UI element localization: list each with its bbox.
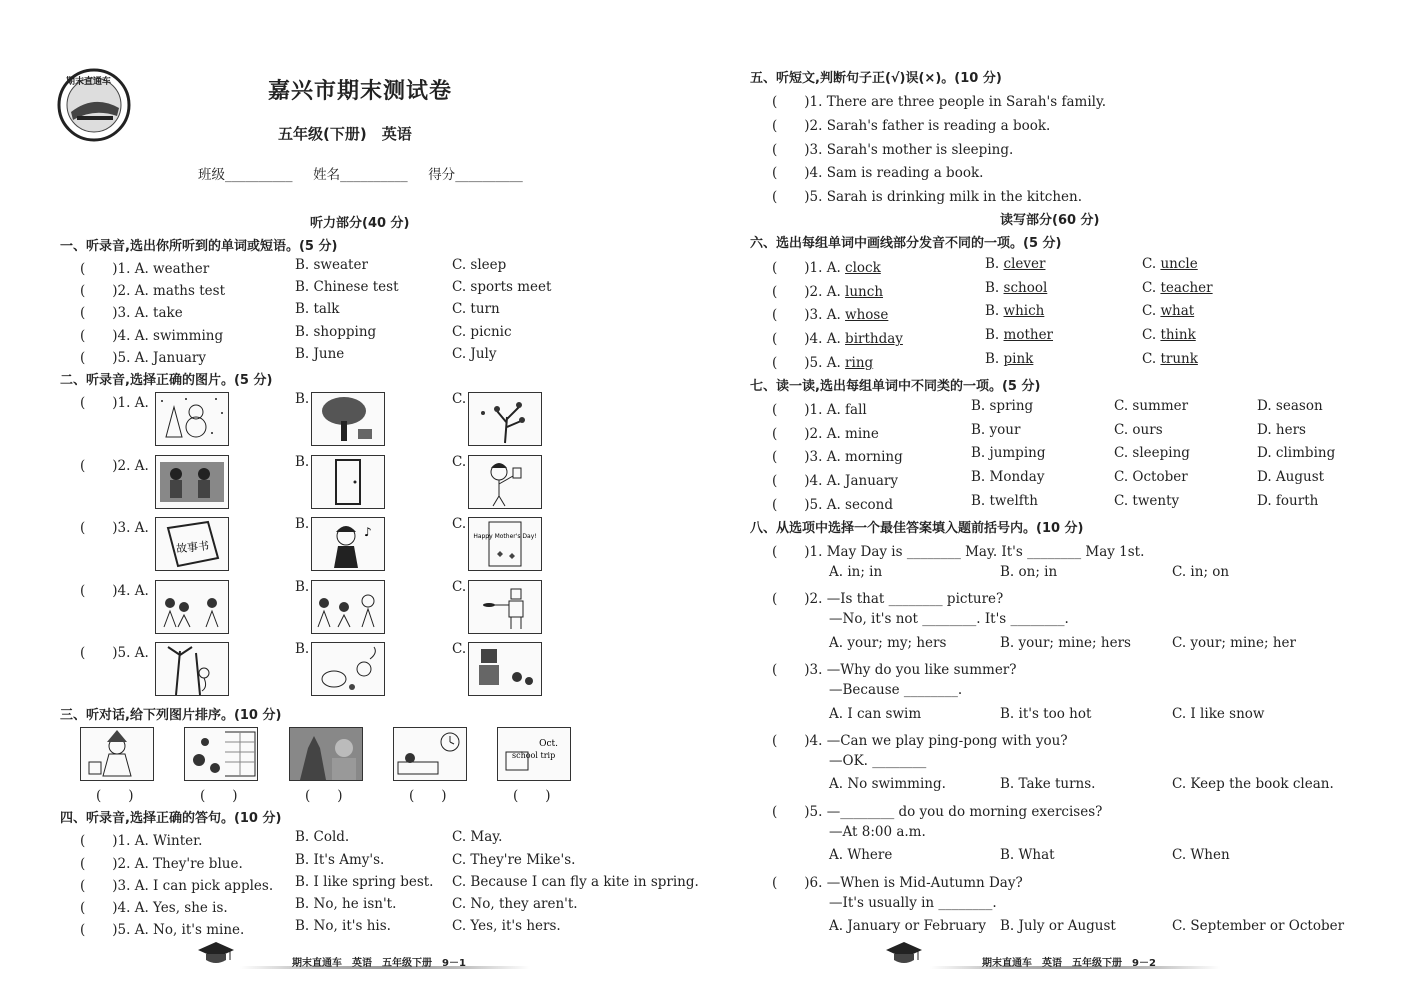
- page-subtitle: 五年级(下册) 英语: [278, 125, 412, 143]
- page-title: 嘉兴市期末测试卷: [268, 79, 453, 104]
- option-c: C. uncle: [1142, 256, 1198, 272]
- word-a: birthday: [845, 331, 903, 347]
- option-d: D. hers: [1257, 422, 1306, 438]
- option-b: B. clever: [985, 256, 1046, 272]
- option-b: B. I like spring best.: [295, 874, 434, 890]
- word-b: which: [1003, 303, 1045, 319]
- question-row: ( )2. A. lunch: [772, 284, 884, 300]
- option-c: C. what: [1142, 303, 1195, 319]
- info-line: [198, 163, 523, 183]
- name-blank: __________: [340, 167, 408, 183]
- class-label: 班级: [198, 167, 225, 183]
- option-b: B. shopping: [295, 324, 377, 340]
- name-label: 姓名: [313, 167, 341, 183]
- option-b: B. pink: [985, 351, 1034, 367]
- option-c: C. summer: [1114, 398, 1189, 414]
- question-4-line-2: —OK. ________: [829, 753, 927, 769]
- question-row: ( )4. A. birthday: [772, 331, 903, 347]
- question-row: ( )1. A. fall: [772, 402, 867, 418]
- question-row: ( )1. A.: [80, 395, 149, 411]
- section-4-heading: 四、听录音,选择正确的答句。(10 分): [60, 811, 282, 826]
- mothers-day-card-picture[interactable]: [468, 517, 542, 571]
- option-c: C. October: [1114, 469, 1188, 485]
- option-c: C. trunk: [1142, 351, 1198, 367]
- score-blank: __________: [455, 167, 523, 183]
- option-c: C.: [452, 391, 467, 407]
- section-8-heading: 八、从选项中选择一个最佳答案填入题前括号内。(10 分): [750, 521, 1084, 536]
- question-row: ( )4. A. swimming: [80, 328, 224, 344]
- statement-row: ( )5. Sarah is drinking milk in the kitchen.: [772, 189, 1083, 205]
- question-row: ( )4. A. Yes, she is.: [80, 900, 228, 916]
- option-b: B. mother: [985, 327, 1054, 343]
- option-b: B. jumping: [971, 445, 1046, 461]
- option-b: B. your; mine; hers: [1000, 635, 1131, 651]
- option-b: B. July or August: [1000, 918, 1116, 934]
- option-b: B. It's Amy's.: [295, 852, 385, 868]
- option-b: B. on; in: [1000, 564, 1058, 580]
- graduation-cap-icon: [196, 940, 236, 966]
- svg-text:♪: ♪: [364, 525, 372, 539]
- option-b: B. school: [985, 280, 1048, 296]
- word-a: ring: [845, 355, 874, 371]
- question-6: ( )6. —When is Mid-Autumn Day?: [772, 875, 1023, 891]
- option-c: C. September or October: [1172, 918, 1345, 934]
- option-d: D. August: [1257, 469, 1325, 485]
- question-5-line-2: —At 8:00 a.m.: [829, 824, 926, 840]
- option-b: B. Take turns.: [1000, 776, 1096, 792]
- girl-with-card-picture[interactable]: [468, 455, 542, 509]
- option-b: B. which: [985, 303, 1045, 319]
- score-label: 得分: [428, 167, 456, 183]
- option-b: B. sweater: [295, 257, 368, 273]
- word-a: clock: [845, 260, 881, 276]
- kids-and-robot-picture[interactable]: [311, 580, 385, 634]
- word-c: teacher: [1160, 280, 1213, 296]
- option-c: C. sports meet: [452, 279, 552, 295]
- answer-blank[interactable]: ( ): [409, 788, 447, 804]
- option-b: B. talk: [295, 301, 340, 317]
- option-c: C. Keep the book clean.: [1172, 776, 1334, 792]
- graduation-cap-icon: [884, 940, 924, 966]
- word-b: mother: [1003, 327, 1054, 343]
- section-3-heading: 三、听对话,给下列图片排序。(10 分): [60, 708, 282, 723]
- question-4: ( )4. —Can we play ping-pong with you?: [772, 733, 1068, 749]
- class-blank: __________: [225, 167, 293, 183]
- option-c: C.: [452, 579, 467, 595]
- option-a: A. January or February: [829, 918, 987, 934]
- footer-left: 期末直通车 英语 五年级下册 9－1: [292, 958, 466, 969]
- option-a: A. No swimming.: [829, 776, 946, 792]
- option-b: B. What: [1000, 847, 1055, 863]
- question-row: ( )5. A. January: [80, 350, 207, 366]
- question-row: ( )3. A. whose: [772, 307, 889, 323]
- pandas-picture[interactable]: [184, 727, 258, 781]
- option-c: C.: [452, 454, 467, 470]
- option-c: C. Because I can fly a kite in spring.: [452, 874, 699, 890]
- snowman-picture[interactable]: [155, 392, 229, 446]
- question-2-line-2: —No, it's not ________. It's ________.: [829, 611, 1069, 627]
- option-c: C. picnic: [452, 324, 512, 340]
- question-row: ( )1. A. Winter.: [80, 833, 203, 849]
- option-c: C. think: [1142, 327, 1196, 343]
- question-2: ( )2. —Is that ________ picture?: [772, 591, 1004, 607]
- section-7-heading: 七、读一读,选出每组单词中不同类的一项。(5 分): [750, 379, 1041, 394]
- option-b: B. your: [971, 422, 1021, 438]
- monkey-climbing-picture[interactable]: [155, 642, 229, 696]
- question-row: ( )2. A. maths test: [80, 283, 225, 299]
- question-row: ( )5. A. ring: [772, 355, 874, 371]
- option-c: C. sleep: [452, 257, 507, 273]
- option-c: C. sleeping: [1114, 445, 1190, 461]
- option-a: A. I can swim: [829, 706, 922, 722]
- card-text: Happy Mother's Day!: [473, 533, 537, 540]
- listening-part-heading: 听力部分(40 分): [310, 216, 410, 231]
- children-playing-picture[interactable]: [155, 455, 229, 509]
- word-a: whose: [845, 307, 889, 323]
- word-c: trunk: [1160, 351, 1198, 367]
- option-b: B.: [295, 391, 310, 407]
- option-a: A. in; in: [829, 564, 883, 580]
- calendar-school-trip-picture[interactable]: [497, 727, 571, 781]
- animals-picture[interactable]: [311, 642, 385, 696]
- question-3: ( )3. —Why do you like summer?: [772, 662, 1017, 678]
- question-row: ( )5. A. No, it's mine.: [80, 922, 245, 938]
- option-a: A. Where: [829, 847, 893, 863]
- question-row: ( )3. A. I can pick apples.: [80, 878, 274, 894]
- word-a: lunch: [845, 284, 884, 300]
- question-row: ( )5. A.: [80, 645, 149, 661]
- footer-right: 期末直通车 英语 五年级下册 9－2: [982, 958, 1156, 969]
- word-c: uncle: [1160, 256, 1198, 272]
- question-row: ( )5. A. second: [772, 497, 893, 513]
- question-row: ( )1. A. weather: [80, 261, 210, 277]
- option-d: D. climbing: [1257, 445, 1336, 461]
- question-row: ( )4. A. January: [772, 473, 899, 489]
- option-c: C. I like snow: [1172, 706, 1265, 722]
- option-c: C.: [452, 516, 467, 532]
- question-row: ( )3. A. take: [80, 305, 183, 321]
- option-a: A. your; my; hers: [829, 635, 947, 651]
- statement-row: ( )1. There are three people in Sarah's family.: [772, 94, 1107, 110]
- option-b: B. No, he isn't.: [295, 896, 397, 912]
- option-b: B.: [295, 454, 310, 470]
- santa-picture[interactable]: [80, 727, 154, 781]
- robot-cooking-picture[interactable]: [468, 580, 542, 634]
- dog-and-boy-photo[interactable]: [289, 727, 363, 781]
- option-b: B. June: [295, 346, 345, 362]
- option-b: B. spring: [971, 398, 1034, 414]
- reading-writing-heading: 读写部分(60 分): [1000, 213, 1100, 228]
- option-b: B. twelfth: [971, 493, 1038, 509]
- option-b: B. Monday: [971, 469, 1045, 485]
- word-b: clever: [1003, 256, 1046, 272]
- question-row: ( )4. A.: [80, 583, 149, 599]
- answer-blank[interactable]: ( ): [200, 788, 238, 804]
- option-c: C. turn: [452, 301, 500, 317]
- question-row: ( )2. A. They're blue.: [80, 856, 243, 872]
- statement-row: ( )3. Sarah's mother is sleeping.: [772, 142, 1014, 158]
- word-c: what: [1160, 303, 1195, 319]
- option-b: B. it's too hot: [1000, 706, 1092, 722]
- statement-row: ( )4. Sam is reading a book.: [772, 165, 984, 181]
- logo-text: 期末直通车: [66, 77, 112, 87]
- statement-row: ( )2. Sarah's father is reading a book.: [772, 118, 1051, 134]
- option-d: D. season: [1257, 398, 1323, 414]
- option-c: C.: [452, 641, 467, 657]
- option-b: B. Chinese test: [295, 279, 399, 295]
- section-1-heading: 一、听录音,选出你所听到的单词或短语。(5 分): [60, 239, 338, 254]
- autumn-tree-picture[interactable]: [468, 392, 542, 446]
- option-c: C. July: [452, 346, 497, 362]
- question-row: ( )2. A.: [80, 458, 149, 474]
- section-5-heading: 五、听短文,判断句子正(√)误(×)。(10 分): [750, 71, 1002, 86]
- girl-singing-picture[interactable]: [311, 517, 385, 571]
- word-b: pink: [1003, 351, 1034, 367]
- option-c: C. No, they aren't.: [452, 896, 578, 912]
- answer-blank[interactable]: ( ): [513, 788, 551, 804]
- section-2-heading: 二、听录音,选择正确的图片。(5 分): [60, 373, 273, 388]
- oct-label: Oct.: [539, 739, 558, 749]
- question-row: ( )3. A.: [80, 520, 149, 536]
- option-b: B. Cold.: [295, 829, 350, 845]
- question-row: ( )3. A. morning: [772, 449, 903, 465]
- question-6-line-2: —It's usually in ________.: [829, 895, 997, 911]
- sleeping-clock-picture[interactable]: [393, 727, 467, 781]
- option-b: B. No, it's his.: [295, 918, 391, 934]
- section-6-heading: 六、选出每组单词中画线部分发音不同的一项。(5 分): [750, 236, 1062, 251]
- option-b: B.: [295, 516, 310, 532]
- word-b: school: [1003, 280, 1048, 296]
- option-c: C. Yes, it's hers.: [452, 918, 561, 934]
- option-c: C. They're Mike's.: [452, 852, 576, 868]
- storybook-picture[interactable]: [155, 517, 229, 571]
- question-1: ( )1. May Day is ________ May. It's ________ May 1st.: [772, 544, 1145, 560]
- question-row: ( )1. A. clock: [772, 260, 881, 276]
- robot-and-kids-picture[interactable]: [468, 642, 542, 696]
- school-trip-label: school trip: [512, 751, 556, 760]
- tree-picture[interactable]: [311, 392, 385, 446]
- answer-blank[interactable]: ( ): [96, 788, 134, 804]
- question-3-line-2: —Because ________.: [829, 682, 963, 698]
- option-d: D. fourth: [1257, 493, 1319, 509]
- question-5: ( )5. —________ do you do morning exercises?: [772, 804, 1103, 820]
- answer-blank[interactable]: ( ): [305, 788, 343, 804]
- door-picture[interactable]: [311, 455, 385, 509]
- option-b: B.: [295, 641, 310, 657]
- children-group-picture[interactable]: [155, 580, 229, 634]
- option-c: C. teacher: [1142, 280, 1213, 296]
- option-c: C. When: [1172, 847, 1230, 863]
- word-c: think: [1160, 327, 1196, 343]
- option-c: C. ours: [1114, 422, 1163, 438]
- option-c: C. May.: [452, 829, 503, 845]
- option-c: C. twenty: [1114, 493, 1180, 509]
- option-c: C. your; mine; her: [1172, 635, 1296, 651]
- option-b: B.: [295, 579, 310, 595]
- question-row: ( )2. A. mine: [772, 426, 879, 442]
- book-text: 故事书: [175, 539, 210, 556]
- option-c: C. in; on: [1172, 564, 1230, 580]
